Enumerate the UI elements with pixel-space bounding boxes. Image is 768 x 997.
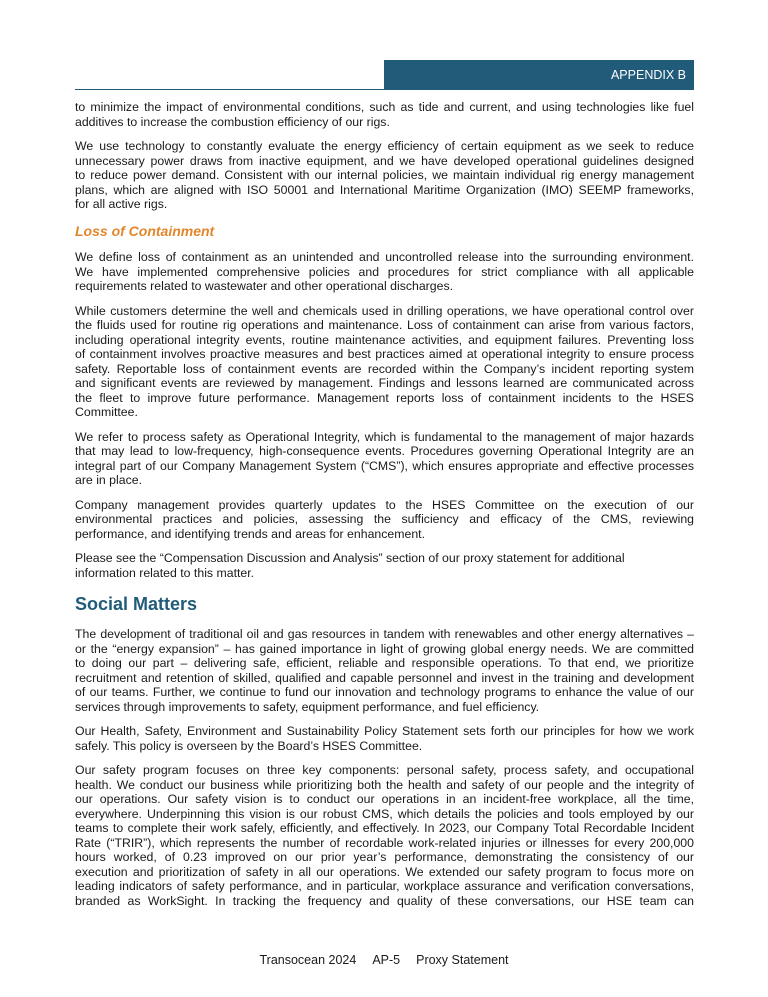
- text-line: leading indicators of safety performance, and in particular, workplace assurance and verification conversations,: [75, 879, 694, 893]
- text-line: hours worked, of 0.23 improved on our prior year’s performance, demonstrating the consistency of our: [75, 850, 694, 864]
- text-line: We define loss of containment as an unintended and uncontrolled release into the surrounding environment.: [75, 250, 694, 264]
- page-body: [75, 100, 694, 918]
- text-line: branded as WorkSight. In tracking the frequency and quality of these conversations, our HSE team can: [75, 893, 694, 908]
- loss-of-containment-section: [75, 222, 694, 581]
- text-line: recruitment and retention of skilled, qualified and capable personnel and invest in the training and development: [75, 670, 694, 685]
- text-line: requirements related to wastewater and other operational discharges.: [75, 279, 454, 293]
- text-line: to doing our part – delivering safe, efficient, reliable and responsible operations. To that end, we prioritize: [75, 656, 694, 670]
- text-line: We refer to process safety as Operational Integrity, which is fundamental to the management of major hazards: [75, 429, 694, 444]
- paragraph-compensation-reference: [75, 551, 694, 580]
- text-line: of containment involves proactive measures and best practices aimed at operational integrity to ensure process: [75, 347, 694, 361]
- subsection-heading: Loss of Containment: [75, 222, 215, 239]
- text-line: services through improvements to safety, equipment performance, and fuel efficiency.: [75, 699, 540, 714]
- paragraph-operational-control: [75, 304, 694, 420]
- text-line: While customers determine the well and chemicals used in drilling operations, we have operational control over: [75, 303, 694, 318]
- text-line: We have implemented comprehensive policies and procedures for strict compliance with all applicable: [75, 264, 694, 279]
- text-line: to reduce power demand. Consistent with our internal policies, we maintain individual rig energy management: [75, 168, 694, 182]
- footer-document-title: Proxy Statement: [416, 953, 509, 967]
- paragraph-quarterly-updates: [75, 498, 694, 542]
- text-line: Committee.: [75, 405, 138, 419]
- text-line: information related to this matter.: [75, 565, 255, 580]
- text-line: health. We conduct our business while prioritizing both the health and safety of our people and the integrity of: [75, 777, 694, 792]
- paragraph-operational-integrity: [75, 430, 694, 488]
- text-line: for all active rigs.: [75, 197, 168, 211]
- text-line: our operations. Our safety vision is to conduct our operations in an incident-free workplace, all the time,: [75, 792, 694, 806]
- text-line: safety. Reportable loss of containment events are recorded within the Company’s incident reporting system: [75, 361, 694, 376]
- intro-section: [75, 100, 694, 212]
- text-line: The development of traditional oil and gas resources in tandem with renewables and other energy alternatives –: [75, 627, 694, 641]
- text-line: We use technology to constantly evaluate the energy efficiency of certain equipment as we seek to reduce: [75, 139, 694, 153]
- text-line: the fluids used for routine rig operations and maintenance. Loss of containment can arise from various factors,: [75, 318, 694, 332]
- text-line: teams to complete their work safely, efficiently, and effectively. In 2023, our Company Total Recordable Incident: [75, 821, 694, 835]
- text-line: that may lead to low-frequency, high-consequence events. Procedures governing Operational Integrity are an: [75, 444, 694, 458]
- text-line: the fleet to improve future performance. Management reports loss of containment incidents to the HSES: [75, 390, 694, 405]
- text-line: or the “energy expansion” – has gained importance in light of growing global energy needs. We are committed: [75, 641, 694, 656]
- text-line: unnecessary power draws from inactive equipment, and we have developed operational guidelines designed: [75, 153, 694, 168]
- text-line: are in place.: [75, 473, 142, 487]
- text-line: and significant events are reviewed by management. Findings and lessons learned are communicated across: [75, 376, 694, 390]
- paragraph-hses-policy: [75, 724, 694, 753]
- text-line: Our safety program focuses on three key components: personal safety, process safety, and occupational: [75, 763, 694, 777]
- paragraph-energy-expansion: [75, 627, 694, 714]
- text-line: performance, and identifying trends and areas for enhancement.: [75, 526, 425, 541]
- text-line: Our Health, Safety, Environment and Sustainability Policy Statement sets forth our principles for how we work: [75, 724, 694, 738]
- text-line: safely. This policy is overseen by the Board’s HSES Committee.: [75, 738, 423, 753]
- text-line: environmental practices and policies, assessing the sufficiency and efficacy of the CMS, reviewing: [75, 512, 694, 526]
- text-line: Company management provides quarterly updates to the HSES Committee on the execution of our: [75, 497, 694, 512]
- paragraph-definition: [75, 250, 694, 294]
- text-line: integral part of our Company Management System (“CMS”), which ensures appropriate and effective processes: [75, 458, 694, 473]
- text-line: execution and prioritization of safety in all our operations. We extended our safety program to focus more on: [75, 864, 694, 879]
- text-line: including operational integrity events, routine maintenance activities, and equipment failures. Preventing loss: [75, 332, 694, 347]
- text-line: additives to increase the combustion efficiency of our rigs.: [75, 114, 390, 129]
- page-footer: [0, 952, 768, 968]
- social-matters-section: [75, 593, 694, 908]
- appendix-label-bar: [384, 60, 694, 90]
- footer-page-number: AP-5: [372, 953, 401, 967]
- footer-company-year: Transocean 2024: [259, 953, 357, 967]
- section-heading: Social Matters: [75, 594, 198, 614]
- paragraph-fuel-additives: [75, 100, 694, 129]
- text-line: Rate (“TRIR”), which represents the number of recordable work-related injuries or illnesses for every 200,000: [75, 835, 694, 850]
- paragraph-energy-efficiency: [75, 139, 694, 212]
- text-line: to minimize the impact of environmental conditions, such as tide and current, and using technologies like fuel: [75, 100, 694, 114]
- text-line: plans, which are aligned with ISO 50001 and International Maritime Organization (IMO) SEEMP frameworks,: [75, 182, 694, 197]
- paragraph-safety-program: [75, 763, 694, 908]
- text-line: everywhere. Underpinning this vision is our robust CMS, which details the policies and tools employed by our: [75, 806, 694, 821]
- text-line: Please see the “Compensation Discussion and Analysis” section of our proxy statement for additional: [75, 551, 625, 565]
- text-line: of our teams. Further, we continue to fund our innovation and technology programs to enhance the value of our: [75, 685, 694, 699]
- appendix-label: APPENDIX B: [610, 68, 686, 82]
